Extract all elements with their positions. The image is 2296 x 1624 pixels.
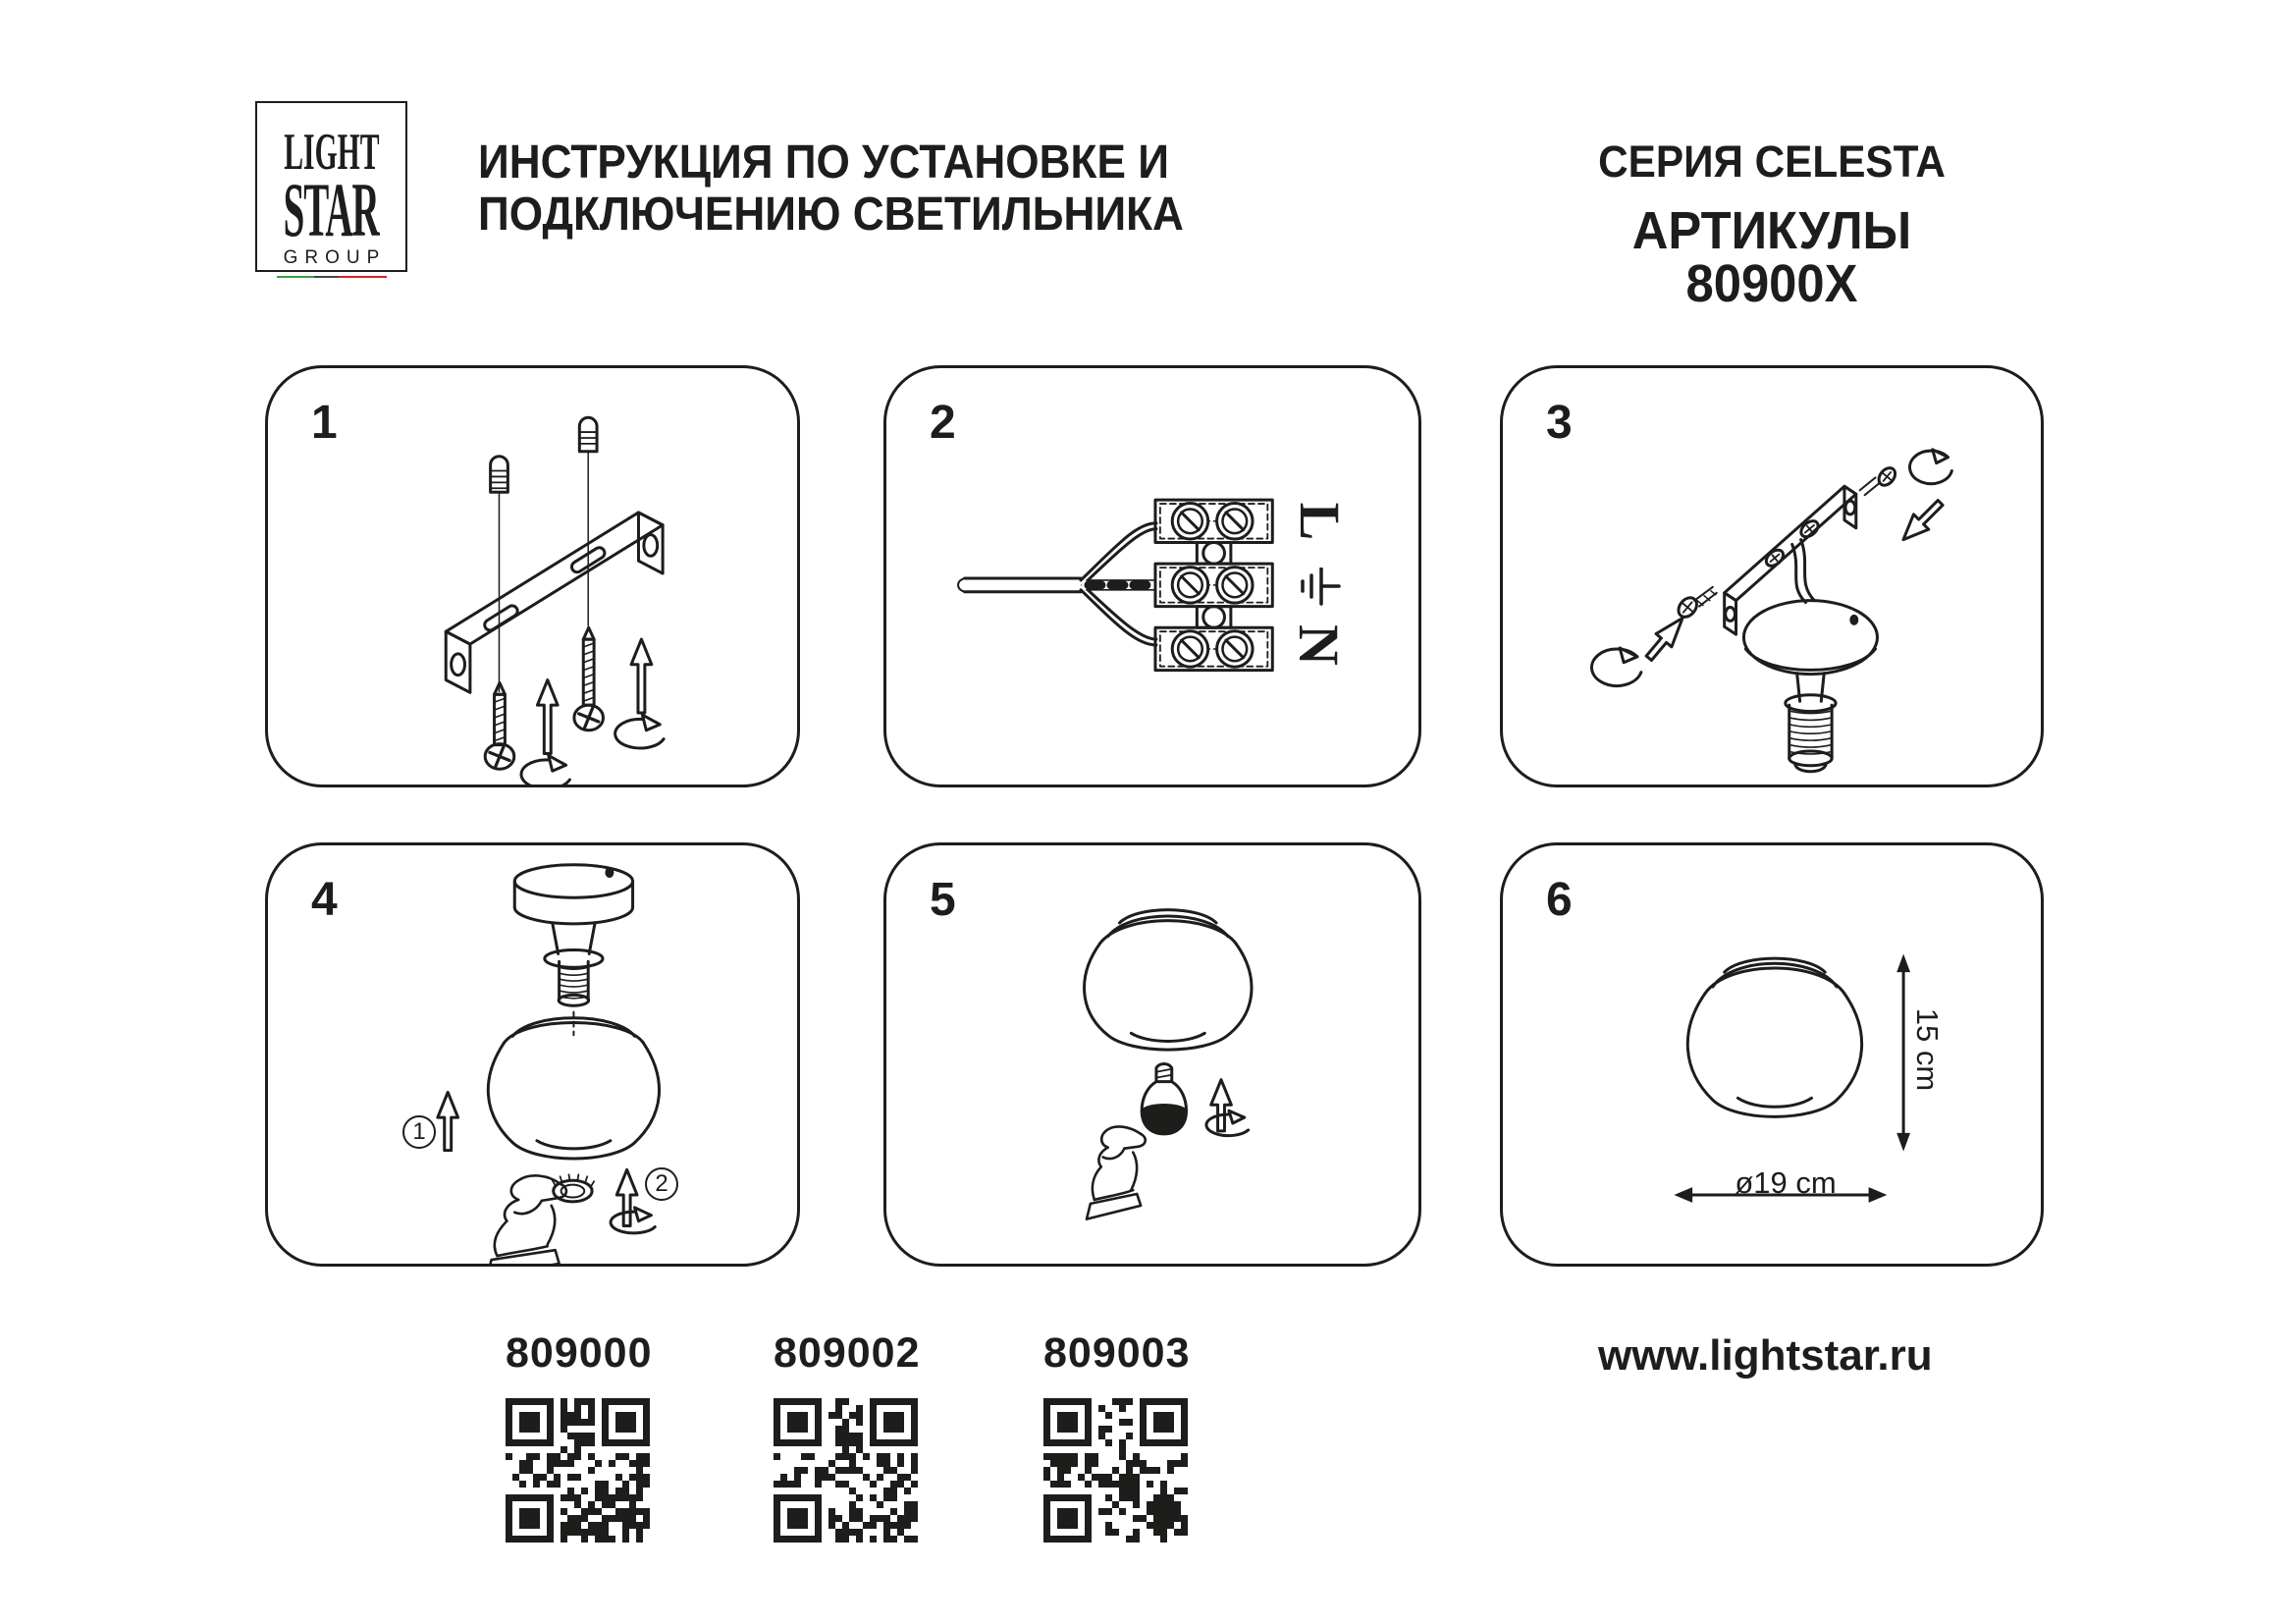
- step-5-figure-bulb-insert: [886, 845, 1418, 1264]
- logo-group-text: GROUP: [283, 246, 387, 268]
- page-title-line1: ИНСТРУКЦИЯ ПО УСТАНОВКЕ И: [478, 136, 1169, 189]
- product-header: [1555, 136, 1989, 313]
- step-3-figure-canopy-fixing: [1503, 368, 2041, 785]
- qr-code-809000: [506, 1398, 650, 1543]
- lightstar-logo: [255, 101, 407, 272]
- logo-light-text: LIGHT: [283, 124, 380, 181]
- step-3-panel: [1500, 365, 2044, 787]
- step-6-number: 6: [1546, 874, 1573, 926]
- flag-red-stripe: [339, 276, 387, 278]
- diameter-dimension-label: ø19 cm: [1735, 1165, 1837, 1200]
- step-4-figure-shade-attach: [268, 845, 797, 1264]
- earth-ground-icon: [1296, 568, 1341, 607]
- article-number-809003: 809003: [1043, 1329, 1191, 1377]
- step-6-panel: [1500, 842, 2044, 1267]
- height-dimension-label: 15 cm: [1910, 1007, 1945, 1092]
- step-5-number: 5: [930, 874, 956, 926]
- step-1-panel: [265, 365, 800, 787]
- page-title-line2: ПОДКЛЮЧЕНИЮ СВЕТИЛЬНИКА: [478, 189, 1184, 241]
- flag-white-stripe: [314, 276, 339, 278]
- step-4-panel: [265, 842, 800, 1267]
- website-url: www.lightstar.ru: [1598, 1331, 1933, 1380]
- step-4-number: 4: [311, 874, 338, 926]
- step-4-substep-2-badge: 2: [645, 1167, 678, 1201]
- article-number-809002: 809002: [774, 1329, 921, 1377]
- terminal-label-neutral: N: [1287, 624, 1352, 666]
- flag-green-stripe: [277, 276, 314, 278]
- articles-label: АРТИКУЛЫ 80900X: [1631, 201, 1912, 313]
- step-2-panel: [883, 365, 1421, 787]
- step-5-panel: [883, 842, 1421, 1267]
- qr-code-809002: [774, 1398, 918, 1543]
- page-title: [478, 136, 1184, 241]
- step-3-number: 3: [1546, 397, 1573, 449]
- step-1-number: 1: [311, 397, 338, 449]
- step-1-figure-bracket-mounting: [268, 368, 797, 785]
- italian-flag-icon: [277, 276, 387, 278]
- step-4-substep-1-badge: 1: [402, 1115, 436, 1149]
- article-number-809000: 809000: [506, 1329, 653, 1377]
- series-label: СЕРИЯ CELESTA: [1598, 136, 1946, 187]
- step-2-number: 2: [930, 397, 956, 449]
- terminal-label-live: L: [1288, 502, 1353, 541]
- qr-code-809003: [1043, 1398, 1188, 1543]
- step-6-figure-dimensions: [1503, 845, 2041, 1264]
- logo-star-text: STAR: [283, 167, 380, 252]
